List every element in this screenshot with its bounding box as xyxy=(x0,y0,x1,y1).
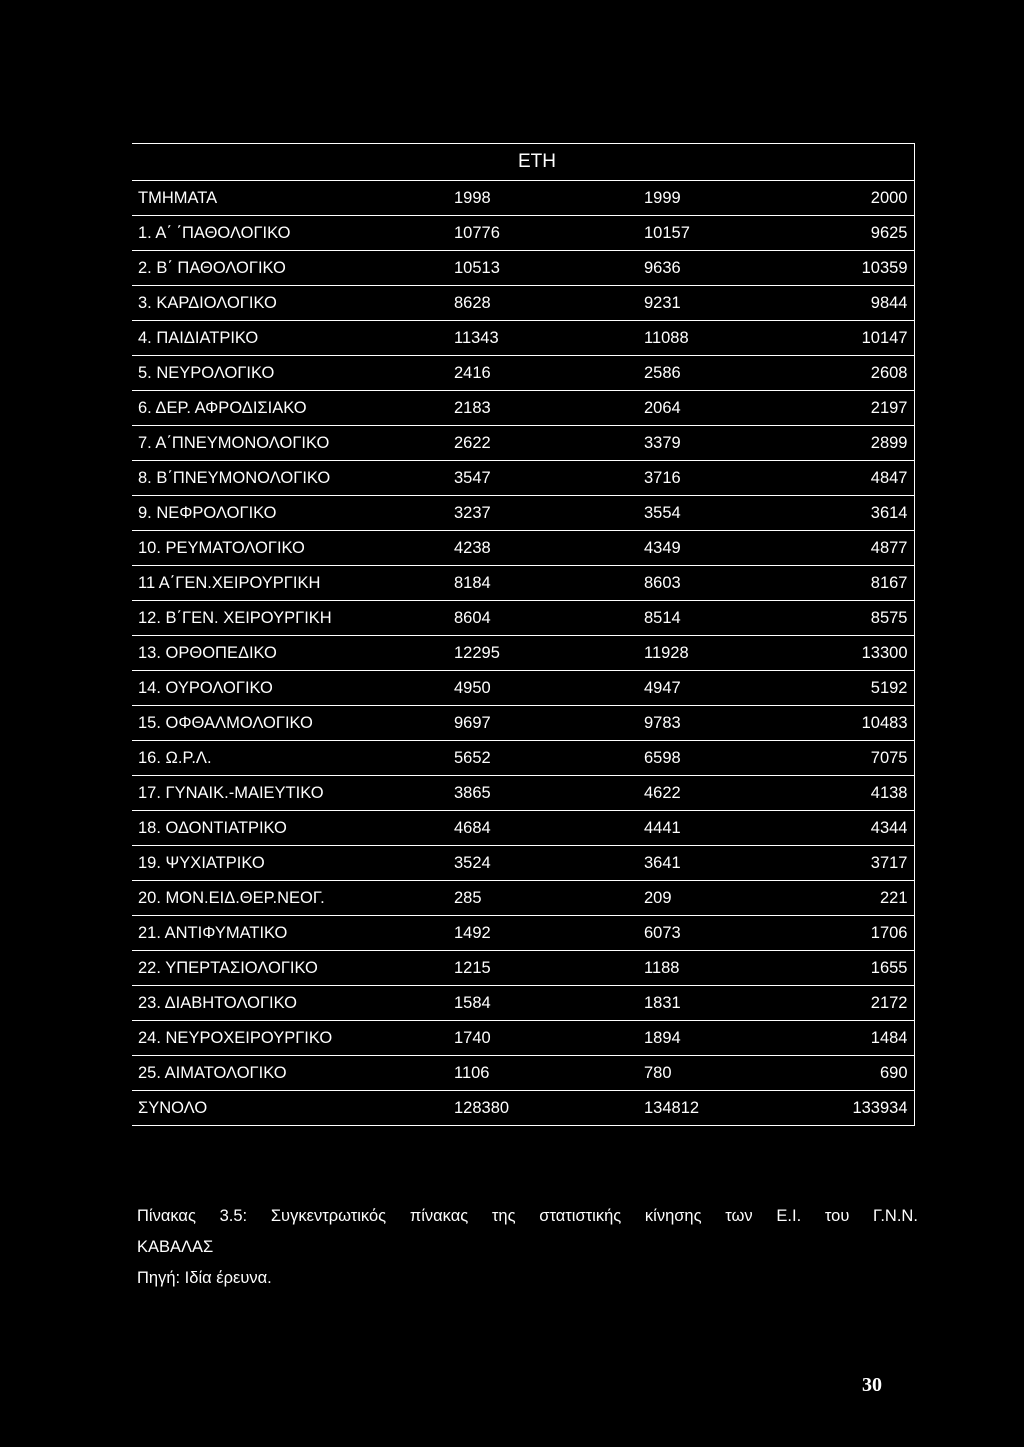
value-2000: 1655 xyxy=(794,951,914,986)
total-1998: 128380 xyxy=(454,1091,644,1126)
value-2000: 9844 xyxy=(794,286,914,321)
table-caption xyxy=(137,1201,937,1294)
value-2000: 3614 xyxy=(794,496,914,531)
department-name: 5. ΝΕΥΡΟΛΟΓΙΚΟ xyxy=(132,356,454,391)
table-row xyxy=(132,706,914,741)
table-row xyxy=(132,566,914,601)
value-2000: 10359 xyxy=(794,251,914,286)
table-row xyxy=(132,741,914,776)
value-1998: 1492 xyxy=(454,916,644,951)
department-name: 3. ΚΑΡΔΙΟΛΟΓΙΚΟ xyxy=(132,286,454,321)
value-2000: 4847 xyxy=(794,461,914,496)
value-1998: 3865 xyxy=(454,776,644,811)
department-name: 16. Ω.Ρ.Λ. xyxy=(132,741,454,776)
value-1999: 11928 xyxy=(644,636,794,671)
value-1999: 8514 xyxy=(644,601,794,636)
page-number: 30 xyxy=(862,1374,882,1396)
value-1999: 9231 xyxy=(644,286,794,321)
total-label: ΣΥΝΟΛΟ xyxy=(132,1091,454,1126)
total-1999: 134812 xyxy=(644,1091,794,1126)
department-name: 18. ΟΔΟΝΤΙΑΤΡΙΚΟ xyxy=(132,811,454,846)
department-name: 17. ΓΥΝΑΙΚ.-ΜΑΙΕΥΤΙΚΟ xyxy=(132,776,454,811)
table-row xyxy=(132,846,914,881)
column-header-1998: 1998 xyxy=(454,181,644,216)
value-1999: 1831 xyxy=(644,986,794,1021)
table-row xyxy=(132,671,914,706)
department-name: 2. Β΄ ΠΑΘΟΛΟΓΙΚΟ xyxy=(132,251,454,286)
value-1998: 3237 xyxy=(454,496,644,531)
value-1999: 3379 xyxy=(644,426,794,461)
value-2000: 10483 xyxy=(794,706,914,741)
caption-word: στατιστικής xyxy=(539,1207,622,1225)
table-row xyxy=(132,1056,914,1091)
table-row xyxy=(132,251,914,286)
value-2000: 690 xyxy=(794,1056,914,1091)
value-1998: 10513 xyxy=(454,251,644,286)
value-1998: 4238 xyxy=(454,531,644,566)
caption-word: Συγκεντρωτικός xyxy=(270,1207,387,1225)
value-1999: 11088 xyxy=(644,321,794,356)
department-name: 8. Β΄ΠΝΕΥΜΟΝΟΛΟΓΙΚΟ xyxy=(132,461,454,496)
value-1999: 6073 xyxy=(644,916,794,951)
value-1998: 3547 xyxy=(454,461,644,496)
value-2000: 1706 xyxy=(794,916,914,951)
value-1999: 1188 xyxy=(644,951,794,986)
value-1999: 4441 xyxy=(644,811,794,846)
value-1998: 8604 xyxy=(454,601,644,636)
value-2000: 2608 xyxy=(794,356,914,391)
caption-word: κίνησης xyxy=(644,1207,702,1225)
value-2000: 5192 xyxy=(794,671,914,706)
table-row xyxy=(132,531,914,566)
department-name: 6. ΔΕΡ. ΑΦΡΟΔΙΣΙΑΚΟ xyxy=(132,391,454,426)
table-row xyxy=(132,391,914,426)
department-name: 4. ΠΑΙΔΙΑΤΡΙΚΟ xyxy=(132,321,454,356)
value-1999: 780 xyxy=(644,1056,794,1091)
value-2000: 7075 xyxy=(794,741,914,776)
table-row xyxy=(132,636,914,671)
caption-word: 3.5: xyxy=(219,1207,248,1225)
table-row xyxy=(132,356,914,391)
table-row xyxy=(132,881,914,916)
value-1999: 2064 xyxy=(644,391,794,426)
column-header-row xyxy=(132,181,914,216)
department-name: 1. Α΄ ΄ΠΑΘΟΛΟΓΙΚΟ xyxy=(132,216,454,251)
value-1998: 4684 xyxy=(454,811,644,846)
total-2000: 133934 xyxy=(794,1091,914,1126)
statistics-table-container xyxy=(132,143,914,1126)
department-name: 13. ΟΡΘΟΠΕΔΙΚΟ xyxy=(132,636,454,671)
column-header-departments: ΤΜΗΜΑΤΑ xyxy=(132,181,454,216)
caption-word: Γ.Ν.Ν. xyxy=(873,1207,918,1225)
value-1998: 285 xyxy=(454,881,644,916)
table-row xyxy=(132,496,914,531)
table-row xyxy=(132,426,914,461)
value-1998: 1106 xyxy=(454,1056,644,1091)
caption-word: Ε.Ι. xyxy=(776,1207,802,1225)
value-1999: 4947 xyxy=(644,671,794,706)
department-name: 14. ΟΥΡΟΛΟΓΙΚΟ xyxy=(132,671,454,706)
department-name: 20. ΜΟΝ.ΕΙΔ.ΘΕΡ.ΝΕΟΓ. xyxy=(132,881,454,916)
table-row xyxy=(132,776,914,811)
table-row xyxy=(132,216,914,251)
table-row xyxy=(132,811,914,846)
department-name: 11 Α΄ΓΕΝ.ΧΕΙΡΟΥΡΓΙΚΗ xyxy=(132,566,454,601)
value-2000: 8575 xyxy=(794,601,914,636)
caption-word: των xyxy=(725,1207,753,1225)
value-1999: 2586 xyxy=(644,356,794,391)
value-1998: 2183 xyxy=(454,391,644,426)
table-row xyxy=(132,461,914,496)
value-1999: 3554 xyxy=(644,496,794,531)
value-1999: 3641 xyxy=(644,846,794,881)
total-row xyxy=(132,1091,914,1126)
table-row xyxy=(132,1021,914,1056)
caption-source: Πηγή: Ιδία έρευνα. xyxy=(137,1269,272,1287)
value-2000: 2172 xyxy=(794,986,914,1021)
value-1999: 1894 xyxy=(644,1021,794,1056)
group-header-row xyxy=(132,144,914,181)
value-1999: 4622 xyxy=(644,776,794,811)
value-2000: 4344 xyxy=(794,811,914,846)
value-1998: 1584 xyxy=(454,986,644,1021)
value-2000: 8167 xyxy=(794,566,914,601)
caption-word: πίνακας xyxy=(409,1207,469,1225)
value-2000: 221 xyxy=(794,881,914,916)
value-1998: 2622 xyxy=(454,426,644,461)
department-name: 7. Α΄ΠΝΕΥΜΟΝΟΛΟΓΙΚΟ xyxy=(132,426,454,461)
department-name: 15. ΟΦΘΑΛΜΟΛΟΓΙΚΟ xyxy=(132,706,454,741)
caption-title-line xyxy=(137,1201,918,1232)
value-1998: 8628 xyxy=(454,286,644,321)
table-row xyxy=(132,986,914,1021)
value-2000: 3717 xyxy=(794,846,914,881)
table-row xyxy=(132,286,914,321)
table-row xyxy=(132,601,914,636)
value-1999: 6598 xyxy=(644,741,794,776)
department-name: 19. ΨΥΧΙΑΤΡΙΚΟ xyxy=(132,846,454,881)
table-row xyxy=(132,951,914,986)
value-1998: 10776 xyxy=(454,216,644,251)
caption-word: της xyxy=(491,1207,516,1225)
value-2000: 10147 xyxy=(794,321,914,356)
table-row xyxy=(132,321,914,356)
value-2000: 4138 xyxy=(794,776,914,811)
department-name: 23. ΔΙΑΒΗΤΟΛΟΓΙΚΟ xyxy=(132,986,454,1021)
value-2000: 2899 xyxy=(794,426,914,461)
value-2000: 1484 xyxy=(794,1021,914,1056)
value-2000: 2197 xyxy=(794,391,914,426)
column-header-2000: 2000 xyxy=(794,181,914,216)
department-name: 12. Β΄ΓΕΝ. ΧΕΙΡΟΥΡΓΙΚΗ xyxy=(132,601,454,636)
value-1999: 4349 xyxy=(644,531,794,566)
value-1999: 10157 xyxy=(644,216,794,251)
department-name: 24. ΝΕΥΡΟΧΕΙΡΟΥΡΓΙΚΟ xyxy=(132,1021,454,1056)
value-1998: 9697 xyxy=(454,706,644,741)
value-1998: 5652 xyxy=(454,741,644,776)
value-1998: 3524 xyxy=(454,846,644,881)
caption-word: Πίνακας xyxy=(137,1207,196,1225)
value-1998: 12295 xyxy=(454,636,644,671)
department-name: 25. ΑΙΜΑΤΟΛΟΓΙΚΟ xyxy=(132,1056,454,1091)
value-1998: 11343 xyxy=(454,321,644,356)
table-row xyxy=(132,916,914,951)
value-1999: 9636 xyxy=(644,251,794,286)
value-1998: 8184 xyxy=(454,566,644,601)
value-1998: 1740 xyxy=(454,1021,644,1056)
department-name: 10. ΡΕΥΜΑΤΟΛΟΓΙΚΟ xyxy=(132,531,454,566)
value-2000: 4877 xyxy=(794,531,914,566)
value-1998: 2416 xyxy=(454,356,644,391)
value-1998: 1215 xyxy=(454,951,644,986)
column-header-1999: 1999 xyxy=(644,181,794,216)
department-name: 9. ΝΕΦΡΟΛΟΓΙΚΟ xyxy=(132,496,454,531)
caption-word: του xyxy=(824,1207,850,1225)
department-name: 22. ΥΠΕΡΤΑΣΙΟΛΟΓΙΚΟ xyxy=(132,951,454,986)
value-1998: 4950 xyxy=(454,671,644,706)
statistics-table xyxy=(132,143,915,1126)
caption-title-continuation: ΚΑΒΑΛΑΣ xyxy=(137,1238,214,1256)
value-1999: 3716 xyxy=(644,461,794,496)
value-1999: 8603 xyxy=(644,566,794,601)
value-1999: 9783 xyxy=(644,706,794,741)
value-2000: 9625 xyxy=(794,216,914,251)
department-name: 21. ΑΝΤΙΦΥΜΑΤΙΚΟ xyxy=(132,916,454,951)
years-group-header: ΕΤΗ xyxy=(132,144,914,181)
value-1999: 209 xyxy=(644,881,794,916)
value-2000: 13300 xyxy=(794,636,914,671)
